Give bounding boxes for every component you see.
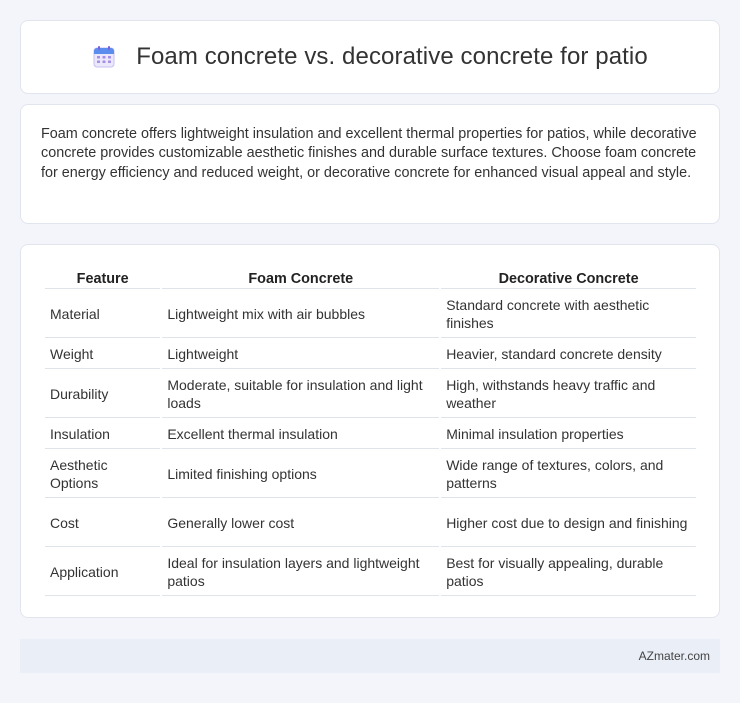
foam-cell: Lightweight: [162, 340, 439, 369]
feature-cell: Cost: [45, 500, 160, 547]
title-row: [92, 43, 648, 71]
table-row: [45, 451, 696, 498]
foam-cell: Limited finishing options: [162, 451, 439, 498]
decorative-cell: Wide range of textures, colors, and patterns: [441, 451, 696, 498]
foam-cell: Moderate, suitable for insulation and light loads: [162, 371, 439, 418]
table-header-row: [45, 267, 696, 289]
footer: [20, 639, 720, 673]
decorative-cell: Minimal insulation properties: [441, 420, 696, 449]
page-title: Foam concrete vs. decorative concrete for patio: [136, 43, 648, 70]
decorative-cell: Higher cost due to design and finishing: [441, 500, 696, 547]
table-row: [45, 549, 696, 596]
feature-cell: Insulation: [45, 420, 160, 449]
header-foam-concrete: Foam Concrete: [162, 267, 439, 289]
foam-cell: Excellent thermal insulation: [162, 420, 439, 449]
calendar-icon: [92, 45, 116, 69]
summary-text: Foam concrete offers lightweight insulation and excellent thermal properties for patios, while decorative concrete provides customizable aesthetic finishes and durable surface textures. Choose foam concrete for energy efficiency and reduced weight, or decorative concrete for enhanced visual appeal and style.: [41, 126, 697, 181]
decorative-cell: Best for visually appealing, durable patios: [441, 549, 696, 596]
summary-card: [20, 104, 720, 224]
table-row: [45, 500, 696, 547]
table-row: [45, 420, 696, 449]
foam-cell: Generally lower cost: [162, 500, 439, 547]
foam-cell: Lightweight mix with air bubbles: [162, 291, 439, 338]
footer-site-name: AZmater.com: [638, 649, 710, 663]
table-row: [45, 371, 696, 418]
comparison-table: [43, 265, 698, 598]
feature-cell: Application: [45, 549, 160, 596]
comparison-table-card: [20, 244, 720, 618]
decorative-cell: Heavier, standard concrete density: [441, 340, 696, 369]
title-card: [20, 20, 720, 94]
table-row: [45, 291, 696, 338]
table-row: [45, 340, 696, 369]
decorative-cell: Standard concrete with aesthetic finishes: [441, 291, 696, 338]
feature-cell: Aesthetic Options: [45, 451, 160, 498]
decorative-cell: High, withstands heavy traffic and weather: [441, 371, 696, 418]
feature-cell: Weight: [45, 340, 160, 369]
feature-cell: Durability: [45, 371, 160, 418]
feature-cell: Material: [45, 291, 160, 338]
header-decorative-concrete: Decorative Concrete: [441, 267, 696, 289]
header-feature: Feature: [45, 267, 160, 289]
foam-cell: Ideal for insulation layers and lightweight patios: [162, 549, 439, 596]
